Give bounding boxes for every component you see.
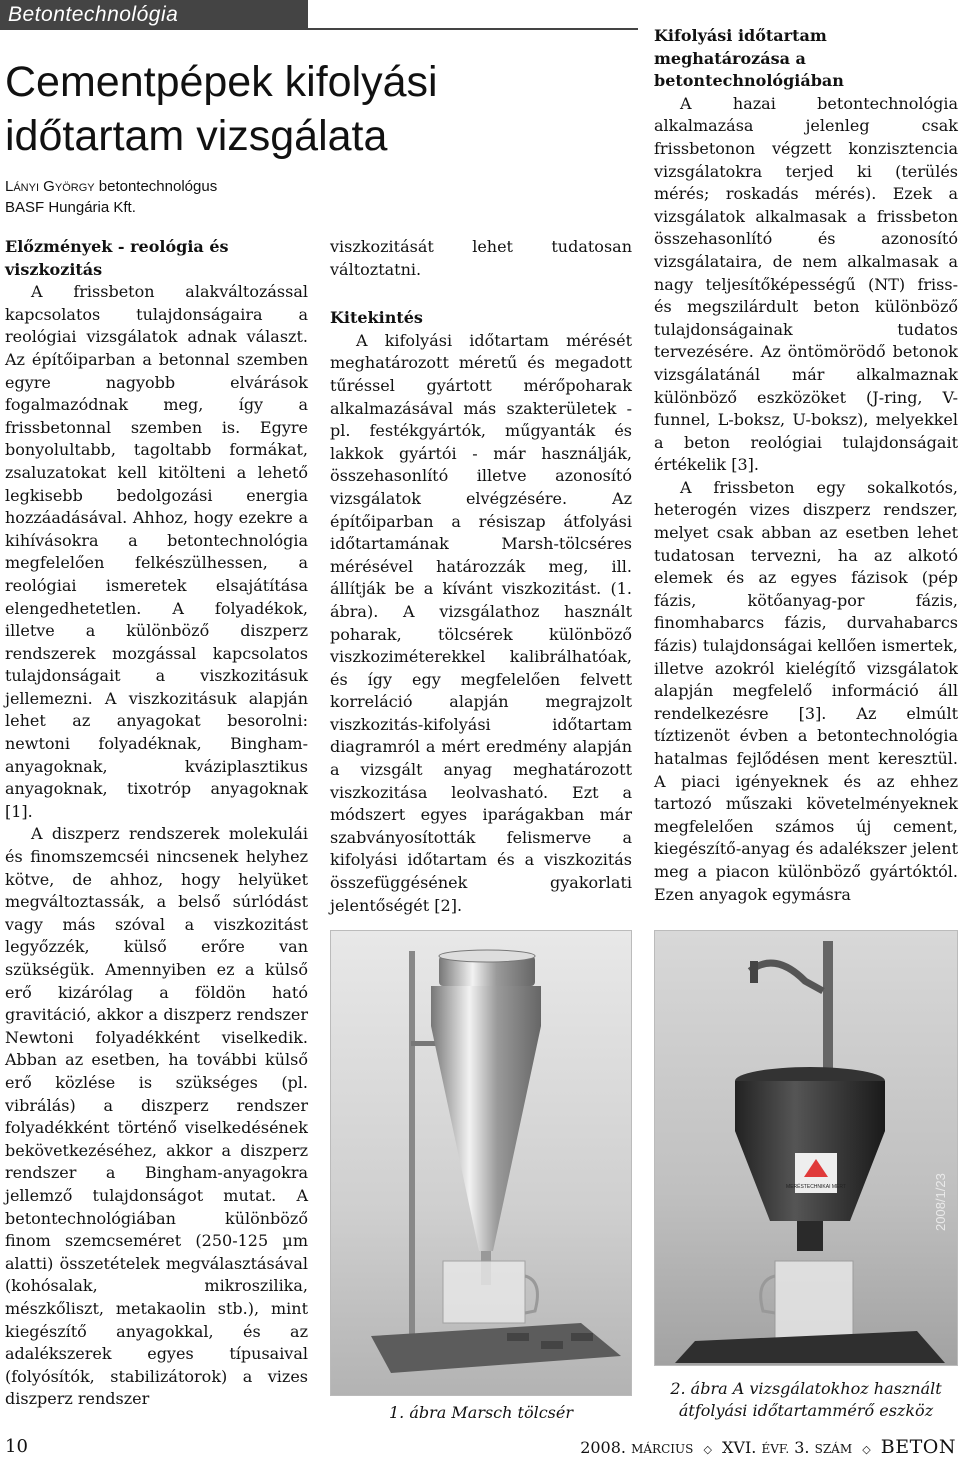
flow-cup-device-photo: [654, 930, 958, 1366]
paragraph: A kifolyási időtartam mérését meghatározott méretű és megadott tűréssel gyártott mérőpoharak alkalmazásával más szakterületek - pl. festékgyártók, műgyanták és lakkok gyártói - már használják, összehasonlító illetve azonosító vizsgálatok elvégzésére. Az építőiparban a résiszap átfolyási időtartamának Marsh-tölcséres mérésével határozzák meg, ill. állítják be a kívánt viszkozitást. (1. ábra). A vizsgálathoz használt poharak, tölcsérek különböző viszkoziméterekkel kalibrálhatóak, és így egy megfelelően felvett korreláció alapján megrajzolt viszkozitás-kifolyási időtartam diagramról a mért eredmény alapján a vizsgált anyag meghatározott viszkozitása leolvasható. Ezt a módszert egyes iparágakban már szabványosították felismerve a kifolyási időtartam és a viszkozitás összefüggésének gyakorlati jelentőségét [2].: [330, 330, 632, 915]
journal-brand: BETON: [880, 1436, 956, 1458]
diamond-icon: ◇: [862, 1443, 871, 1456]
marsh-funnel-photo: [330, 930, 632, 1396]
issue-number: 3.: [794, 1438, 810, 1457]
figure-1-caption: 1. ábra Marsch tölcsér: [388, 1403, 573, 1422]
paragraph: A hazai betontechnológia alkalmazása jelenleg csak frissbetonon végzett konzisztencia vizsgálatokra terjed ki (terülés mérés; roskadás mérés). Ezek a vizsgálatok alkalmasak a frissbeton összehasonlító és azonosító vizsgálataira, de nem alkalmasak a nagy teljesítőképességű (NT) friss- és megszilárdult beton különböző tulajdonságainak tudatos tervezésére. Az öntömörödő betonok vizsgálatánál már alkalmaznak különböző eszközöket (J-ring, V-funnel, L-boksz, U-boksz), melyekkel a beton reológiai tulajdonságait értékelik [3].: [654, 93, 958, 475]
header-rule: [308, 28, 638, 30]
column-3: [654, 25, 958, 906]
paragraph: A frissbeton egy sokalkotós, heterogén vizes diszperz rendszer, melyet csak abban az esetben lehet tudatosan tervezni, ha az alkotó elemek és az egyes fázisok (pép fázis, kötőanyag-por fázis, finomhabarcs fázis, durvahabarcs fázis) tulajdonságai kellően ismertek, illetve azokról kielégítő vizsgálatok alapján megfelelő információ áll rendelkezésre [3]. Az elmúlt tíztizenöt évben a betontechnológia hatalmas fejlődésen ment keresztül. A piaci igényeknek és az ehhez tartozó műszaki követelményeknek megfelelően számos új cement, kiegészítő-anyag és adalékszer jelent meg a piacon különböző gyártóktól. Ezen anyagok egymásra: [654, 477, 958, 904]
issue-volume: XVI.: [722, 1438, 757, 1457]
section-heading: Kifolyási időtartam meghatározása a betontechnológiában: [654, 26, 844, 91]
column-2: [330, 236, 632, 917]
paragraph: A diszperz rendszerek molekulái és finomszemcséi nincsenek helyhez kötve, de ahhoz, hogy helyüket megváltoztassák, a belső súrlódást vagy más szóval a viszkozitást legyőzzék, külső erőre van szükségük. Amennyiben ez a külső erő kizárólag a földön ható gravitáció, akkor a diszperz rendszer Newtoni folyadékként viselkedik. Abban az esetben, ha további külső erő közlése is szükséges (pl. vibrálás) a diszperz rendszer folyadékként történő viselkedésének bekövetkezéséhez, akkor a diszperz rendszer a Bingham-anyagokra jellemző tulajdonságot mutat. A betontechnológiában különböző finom szemcseméret (250-125 µm alatti) összetételek megválasztásával (kohósalak, mikroszilika, mészkőliszt, metakaolin stb.), mint kiegészítő anyagokkal, és az adalékszerek egyes típusaival (folyósítók, stabilizátorok) a vizes diszperz rendszer: [5, 824, 308, 1409]
section-heading: Előzmények - reológia és viszkozitás: [5, 237, 229, 279]
figure-2-caption: 2. ábra A vizsgálatokhoz használt átfolyási időtartammérő eszköz: [670, 1379, 942, 1420]
paragraph: viszkozitását lehet tudatosan változtatni.: [330, 237, 632, 279]
author-affiliation: BASF Hungária Kft.: [5, 199, 136, 216]
section-tab: Betontechnológia: [0, 0, 308, 30]
issue-month: MÁRCIUS: [631, 1442, 694, 1456]
flow-cup-illustration: [655, 931, 957, 1365]
issue-footer: [580, 1436, 956, 1458]
author-block: [5, 176, 217, 218]
article-title: Cementpépek kifolyási időtartam vizsgálata: [5, 58, 438, 160]
column-1: [5, 236, 308, 1411]
author-name: Lányi György: [5, 178, 95, 195]
issue-szam: SZÁM: [814, 1442, 853, 1456]
device-label-text: MERÉSTECHNIKAI MÉRT: [786, 1184, 846, 1190]
issue-year: 2008.: [580, 1438, 626, 1457]
issue-evf: ÉVF.: [761, 1442, 790, 1456]
section-heading: Kitekintés: [330, 308, 423, 328]
date-stamp: 2008/1/23: [933, 1173, 948, 1231]
marsh-funnel-illustration: [331, 931, 631, 1395]
paragraph: A frissbeton alakváltozással kapcsolatos tulajdonságaira a reológiai vizsgálatok adnak választ. Az építőiparban a betonnal szemben egyre nagyobb elvárások fogalmazódnak meg, így a frissbetonnal szemben is. Egyre bonyolultabb, tagoltabb formákat, zsaluzatokat kell kitölteni a lehető legkisebb bedolgozási energia hozzáadásával. Ahhoz, hogy ezekre a kihívásokra a betontechnológia megfelelően felkészülhessen, a reológiai ismeretek elsajátítása elengedhetetlen. A folyadékok, illetve a különböző diszperz rendszerek mozgással kapcsolatos tulajdonságait a viszkozitásuk jellemezni. A viszkozitásuk alapján lehet az anyagokat besorolni: newtoni folyadéknak, Bingham-anyagoknak, kváziplasztikus anyagoknak, tixotróp anyagoknak [1].: [5, 282, 308, 821]
author-role: betontechnológus: [98, 178, 218, 195]
diamond-icon: ◇: [703, 1443, 712, 1456]
page-number: 10: [5, 1436, 28, 1457]
